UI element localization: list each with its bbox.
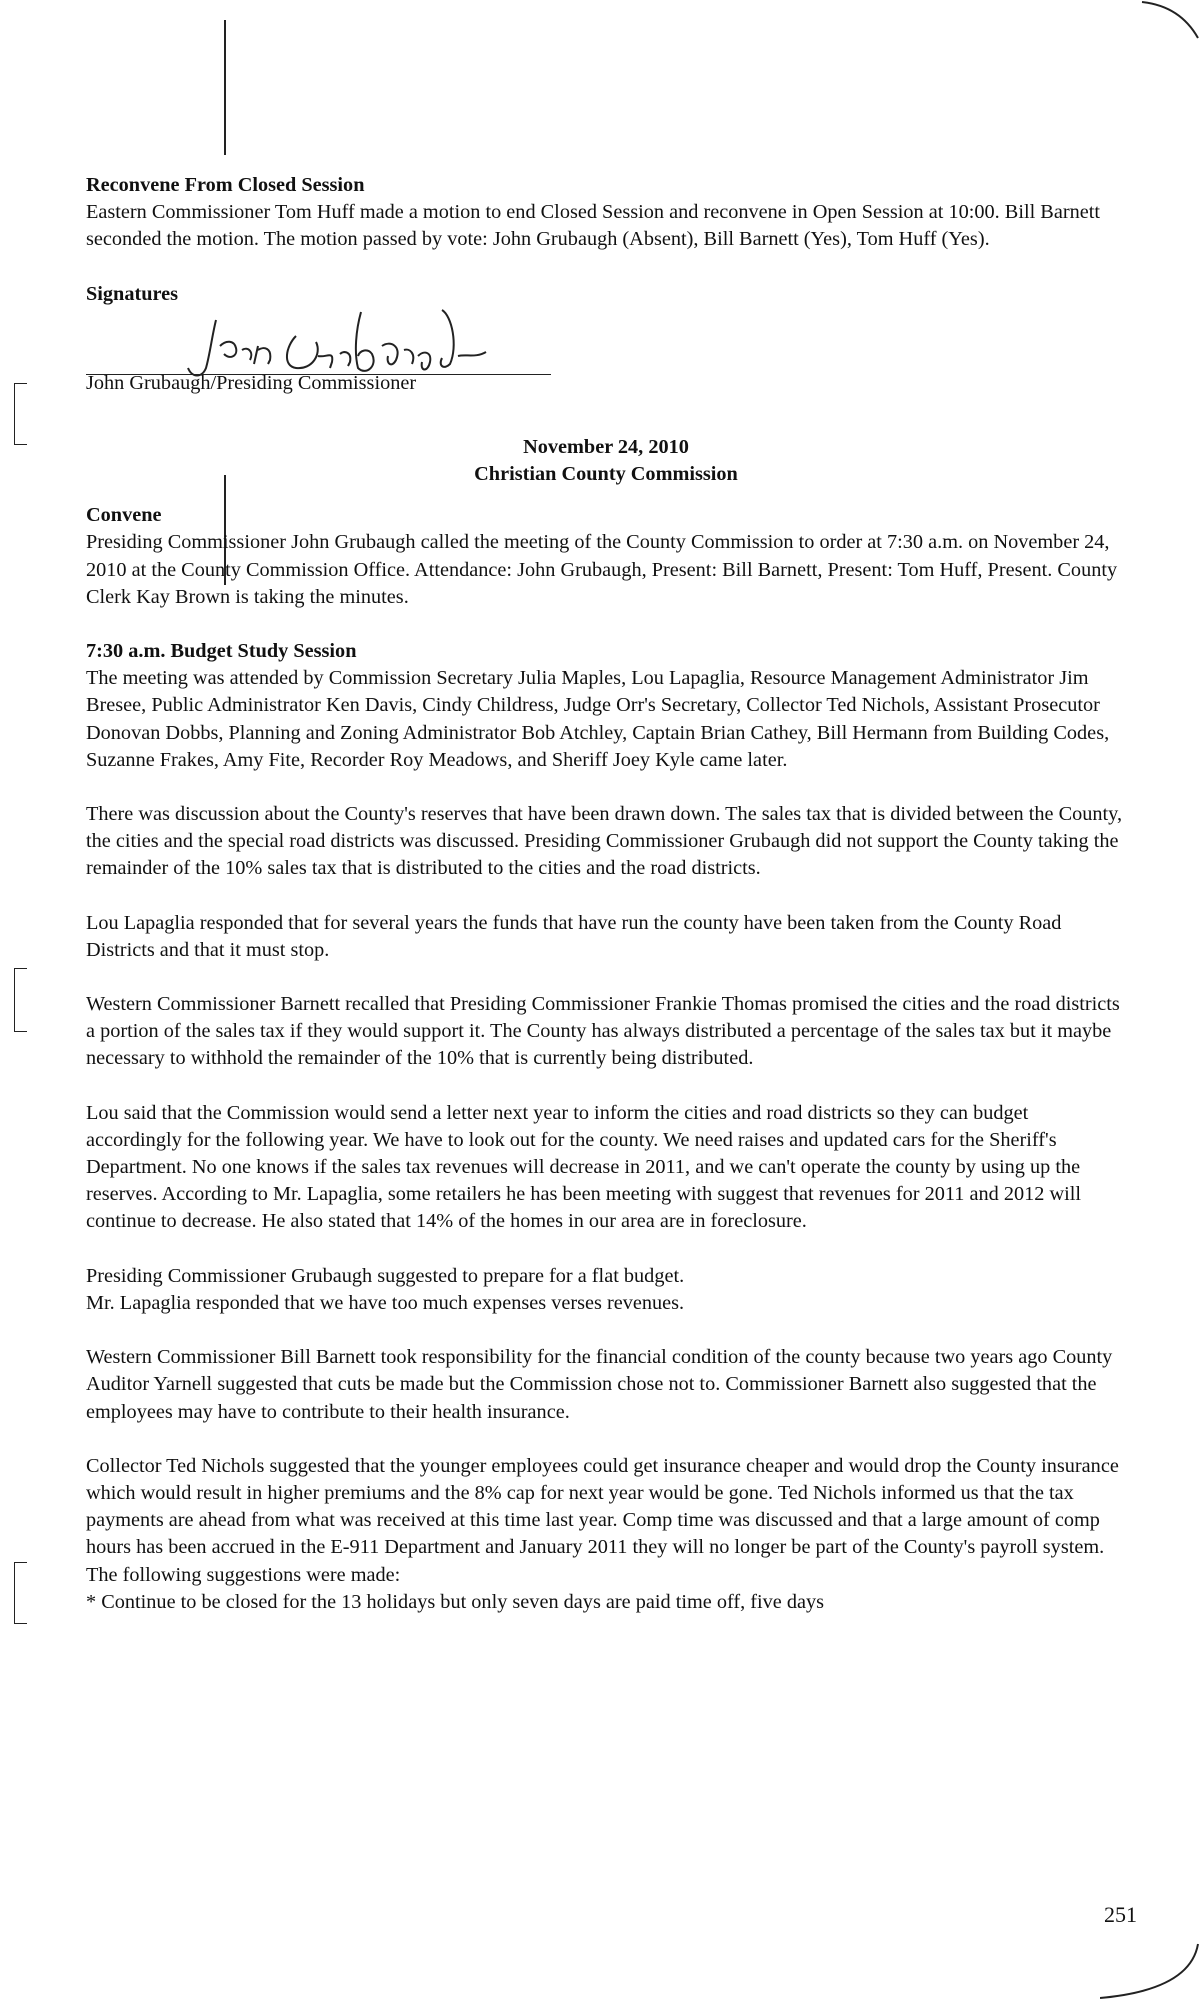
barnett-recall-paragraph: Western Commissioner Barnett recalled that Presiding Commissioner Frankie Thomas promised the cities and the road districts a portion of the sales tax if they would support it. The County has always distributed a percentage of the sales tax but it maybe necessary to withhold the remainder of the 10% that is currently being distributed. <box>86 993 1120 1070</box>
binder-hole-mark <box>14 1562 27 1624</box>
page-corner-top-right <box>1140 0 1200 40</box>
meeting-date: November 24, 2010 <box>523 435 689 458</box>
meeting-header <box>86 434 1126 488</box>
page-number: 251 <box>1104 1902 1137 1927</box>
flat-budget-line: Presiding Commissioner Grubaugh suggested to prepare for a flat budget. <box>86 1264 685 1287</box>
suggestions-intro: The following suggestions were made: <box>86 1563 401 1586</box>
expenses-line: Mr. Lapaglia responded that we have too much expenses verses revenues. <box>86 1291 685 1314</box>
suggestion-item: * Continue to be closed for the 13 holidays but only seven days are paid time off, five days <box>86 1590 825 1613</box>
binder-hole-mark <box>14 968 27 1032</box>
lou-letter-paragraph: Lou said that the Commission would send a letter next year to inform the cities and road districts so they can budget accordingly for the following year. We have to look out for the county. We need raises and updated cars for the Sheriff's Department. No one knows if the sales tax revenues will decrease in 2011, and we can't operate the county by using up the reserves. According to Mr. Lapaglia, some retailers he has been meeting with suggest that revenues for 2011 and 2012 will continue to decrease. He also stated that 14% of the homes in our area are in foreclosure. <box>86 1101 1082 1233</box>
nichols-paragraph: Collector Ted Nichols suggested that the younger employees could get insurance cheaper and would drop the County insurance which would result in higher premiums and the 8% cap for next year would be gone. Ted Nichols informed us that the tax payments are ahead from what was received at this time last year. Comp time was discussed and that a large amount of comp hours has been accrued in the E-911 Department and January 2011 they will no longer be part of the County's payroll system. <box>86 1454 1119 1559</box>
lapaglia-response-paragraph: Lou Lapaglia responded that for several years the funds that have run the county have been taken from the County Road Districts and that it must stop. <box>86 911 1062 961</box>
reserves-discussion-paragraph: There was discussion about the County's reserves that have been drawn down. The sales tax that is divided between the County, the cities and the special road districts was discussed. Presiding Commissioner Grubaugh did not support the County taking the remainder of the 10% sales tax that is distributed to the cities and the road districts. <box>86 803 1123 880</box>
minutes-content <box>86 172 1126 1616</box>
convene-paragraph: Presiding Commissioner John Grubaugh called the meeting of the County Commission to order at 7:30 a.m. on November 24, 2010 at the County Commission Office. Attendance: John Grubaugh, Present: Bill Barnett, Present: Tom Huff, Present. County Clerk Kay Brown is taking the minutes. <box>86 531 1118 608</box>
section-heading-signatures: Signatures <box>86 282 179 305</box>
signer-name: John Grubaugh/Presiding Commissioner <box>86 371 417 394</box>
closed-session-paragraph: Eastern Commissioner Tom Huff made a motion to end Closed Session and reconvene in Open Session at 10:00. Bill Barnett seconded the motion. The motion passed by vote: John Grubaugh (Absent), Bill Barnett (Yes), Tom Huff (Yes). <box>86 201 1101 251</box>
page-corner-bottom-right <box>1100 1940 1200 2001</box>
section-heading-convene: Convene <box>86 504 162 527</box>
margin-rule-top <box>224 20 226 155</box>
binder-hole-mark <box>14 383 27 445</box>
section-heading-closed-session: Reconvene From Closed Session <box>86 174 365 196</box>
signature-block <box>86 286 1126 406</box>
meeting-body-name: Christian County Commission <box>474 463 738 486</box>
budget-attendance-paragraph: The meeting was attended by Commission Secretary Julia Maples, Lou Lapaglia, Resource Management Administrator Jim Bresee, Public Administrator Ken Davis, Cindy Childress, Judge Orr's Secretary, Collector Ted Nichols, Assistant Prosecutor Donovan Dobbs, Planning and Zoning Administrator Bob Atchley, Captain Brian Cathey, Bill Hermann from Building Codes, Suzanne Frakes, Amy Fite, Recorder Roy Meadows, and Sheriff Joey Kyle came later. <box>86 667 1110 771</box>
barnett-responsibility-paragraph: Western Commissioner Bill Barnett took responsibility for the financial condition of the county because two years ago County Auditor Yarnell suggested that cuts be made but the Commission chose not to. Commissioner Barnett also suggested that the employees may have to contribute to their health insurance. <box>86 1346 1113 1423</box>
section-heading-budget-session: 7:30 a.m. Budget Study Session <box>86 640 357 663</box>
